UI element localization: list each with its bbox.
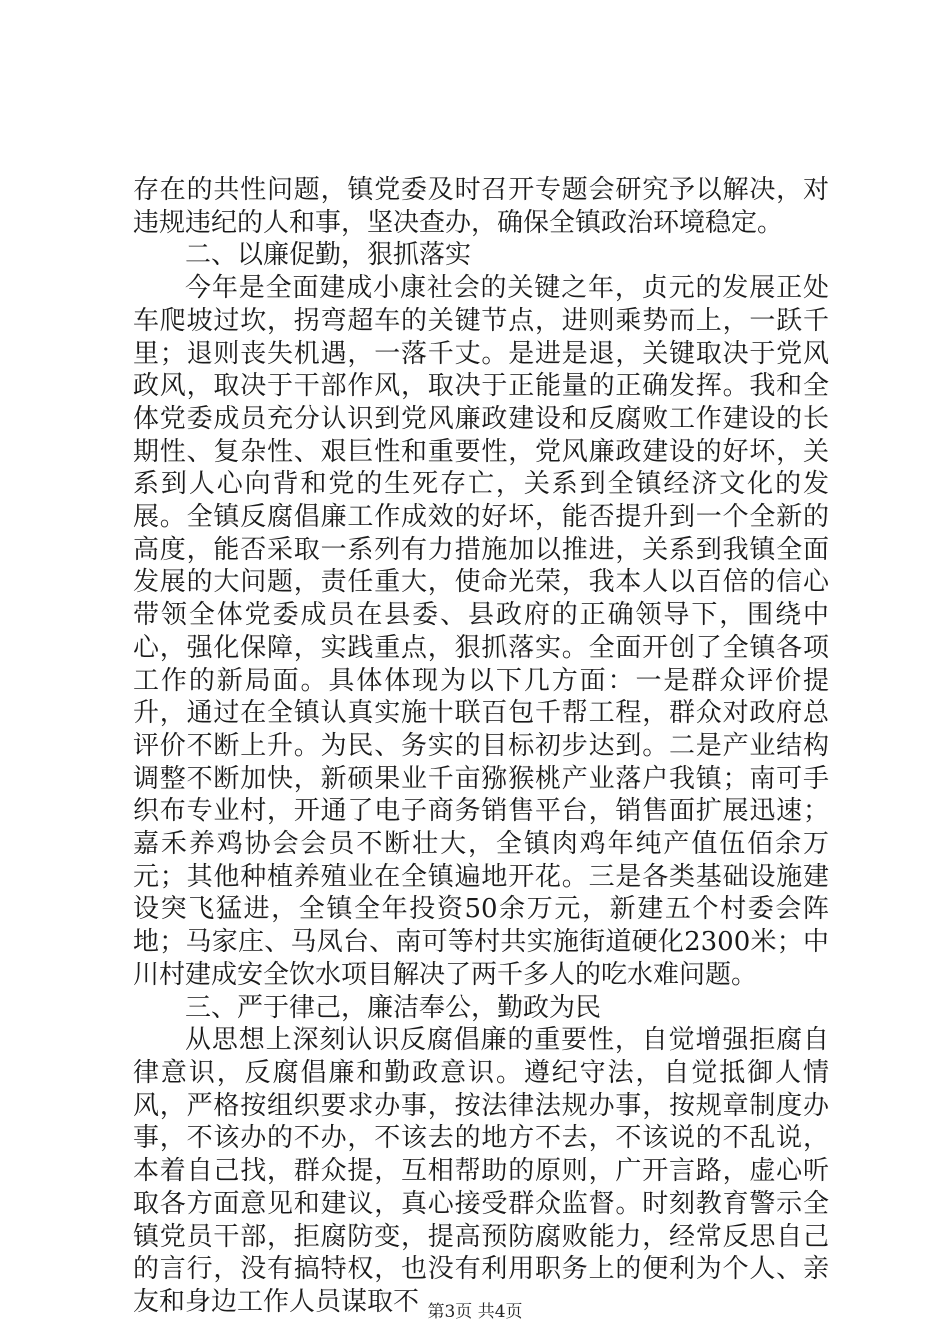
section-heading-3: 三、严于律己，廉洁奉公，勤政为民 [185, 992, 602, 1023]
section-heading-2: 二、以廉促勤，狠抓落实 [185, 240, 472, 271]
page-number-footer: 第3页 共4页 [427, 1302, 523, 1322]
paragraph-section-3: 从思想上深刻认识反腐倡廉的重要性，自觉增强拒腐自律意识，反腐倡廉和勤政意识。遵纪守法，自觉抵御人情风，严格按组织要求办事，按法律法规办事，按规章制度办事，不该办的不办，不该去的地方不去，不该说的不乱说，本着自己找，群众提，互相帮助的原则，广开言路，虚心听取各方面意见和建议，真心接受群众监督。时刻教育警示全镇党员干部，拒腐防变，提高预防腐败能力，经常反思自己的言行，没有搞特权，也没有利用职务上的便利为个人、亲友和身边工作人员谋取不 [133, 1025, 829, 1317]
document-body [133, 174, 829, 1319]
paragraph-continuation: 存在的共性问题，镇党委及时召开专题会研究予以解决，对违规违纪的人和事，坚决查办，确保全镇政治环境稳定。 [133, 175, 829, 238]
paragraph-section-2: 今年是全面建成小康社会的关键之年，贞元的发展正处车爬坡过坎，拐弯超车的关键节点，进则乘势而上，一跃千里；退则丧失机遇，一落千丈。是进是退，关键取决于党风政风，取决于干部作风，取决于正能量的正确发挥。我和全体党委成员充分认识到党风廉政建设和反腐败工作建设的长期性、复杂性、艰巨性和重要性，党风廉政建设的好坏，关系到人心向背和党的生死存亡，关系到全镇经济文化的发展。全镇反腐倡廉工作成效的好坏，能否提升到一个全新的高度，能否采取一系列有力措施加以推进，关系到我镇全面发展的大问题，责任重大，使命光荣，我本人以百倍的信心带领全体党委成员在县委、县政府的正确领导下，围绕中心，强化保障，实践重点，狠抓落实。全面开创了全镇各项工作的新局面。具体体现为以下几方面：一是群众评价提升，通过在全镇认真实施十联百包千帮工程，群众对政府总评价不断上升。为民、务实的目标初步达到。二是产业结构调整不断加快，新硕果业千亩猕猴桃产业落户我镇；南可手织布专业村，开通了电子商务销售平台，销售面扩展迅速；嘉禾养鸡协会会员不断壮大，全镇肉鸡年纯产值伍佰余万元；其他种植养殖业在全镇遍地开花。三是各类基础设施建设突飞猛进，全镇全年投资50余万元，新建五个村委会阵地；马家庄、马凤台、南可等村共实施街道硬化2300米；中川村建成安全饮水项目解决了两千多人的吃水难问题。 [133, 273, 829, 990]
